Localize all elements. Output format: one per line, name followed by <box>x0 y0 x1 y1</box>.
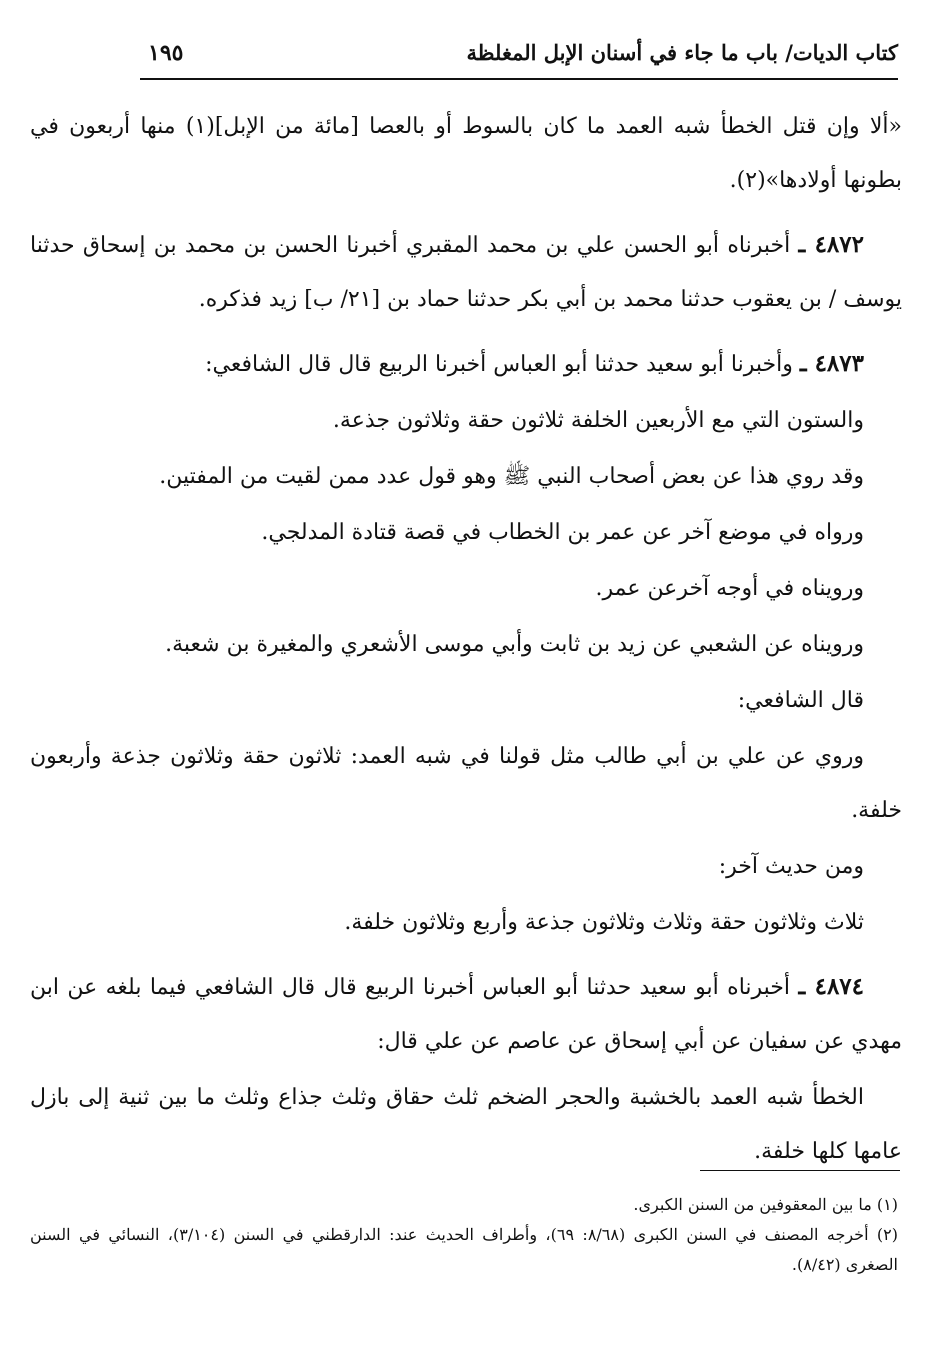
hadith-number: ٤٨٧٢ ـ <box>798 231 864 258</box>
page-number: ١٩٥ <box>148 40 184 66</box>
paragraph <box>30 100 902 208</box>
paragraph <box>30 562 902 616</box>
footnote-text: أخرجه المصنف في السنن الكبرى (٨/٦٨: ٦٩)، وأطراف الحديث عند: الدارقطني في السنن (٣/١٠٤)، النسائي في السنن الصغرى (٨/٤٢). <box>30 1225 898 1274</box>
paragraph-text: ورويناه عن الشعبي عن زيد بن ثابت وأبي موسى الأشعري والمغيرة بن شعبة. <box>165 632 864 657</box>
paragraph-text: ورواه في موضع آخر عن عمر بن الخطاب في قصة قتادة المدلجي. <box>261 520 864 545</box>
hadith-paragraph <box>30 960 902 1069</box>
paragraph-text: أخبرناه أبو الحسن علي بن محمد المقبري أخبرنا الحسن بن محمد بن إسحاق حدثنا يوسف / بن يعقوب حدثنا محمد بن أبي بكر حدثنا حماد بن [٢١/ ب] زيد فذكره. <box>30 233 902 312</box>
paragraph-text: ورويناه في أوجه آخرعن عمر. <box>595 576 864 601</box>
paragraph <box>30 394 902 448</box>
paragraph <box>30 840 902 894</box>
paragraph <box>30 1071 902 1179</box>
paragraph-text: «ألا وإن قتل الخطأ شبه العمد ما كان بالسوط أو بالعصا [مائة من الإبل](١) منها أربعون في بطونها أولادها»(٢). <box>30 114 902 193</box>
hadith-number: ٤٨٧٣ ـ <box>799 350 864 377</box>
footnote-divider <box>700 1170 900 1171</box>
paragraph-text: وأخبرنا أبو سعيد حدثنا أبو العباس أخبرنا الربيع قال قال الشافعي: <box>205 352 793 377</box>
running-title: كتاب الديات/ باب ما جاء في أسنان الإبل المغلظة <box>466 40 898 65</box>
paragraph <box>30 618 902 672</box>
hadith-paragraph <box>30 337 902 392</box>
paragraph-text: ثلاث وثلاثون حقة وثلاث وثلاثون جذعة وأربع وثلاثون خلفة. <box>344 910 864 935</box>
paragraph-text: وروي عن علي بن أبي طالب مثل قولنا في شبه العمد: ثلاثون حقة وثلاثون جذعة وأربعون خلفة. <box>30 744 902 823</box>
paragraph-text: والستون التي مع الأربعين الخلفة ثلاثون حقة وثلاثون جذعة. <box>332 408 864 433</box>
paragraph <box>30 896 902 950</box>
paragraph <box>30 450 902 504</box>
footnote-mark: (٢) <box>876 1225 898 1244</box>
paragraph-text: قال الشافعي: <box>737 688 864 713</box>
paragraph-text: أخبرناه أبو سعيد حدثنا أبو العباس أخبرنا الربيع قال قال الشافعي فيما بلغه عن ابن مهدي عن سفيان عن أبي إسحاق عن عاصم عن علي قال: <box>30 975 902 1054</box>
hadith-number: ٤٨٧٤ ـ <box>798 973 865 1000</box>
footnote <box>30 1220 898 1280</box>
footnote-mark: (١) <box>876 1195 898 1214</box>
footnotes <box>30 1190 898 1280</box>
paragraph-text: وقد روي هذا عن بعض أصحاب النبي ﷺ وهو قول عدد ممن لقيت من المفتين. <box>159 464 864 489</box>
paragraph <box>30 674 902 728</box>
main-text <box>30 100 902 1181</box>
footnote <box>30 1190 898 1220</box>
hadith-paragraph <box>30 218 902 327</box>
paragraph-text: الخطأ شبه العمد بالخشبة والحجر الضخم ثلث حقاق وثلث جذاع وثلث ما بين ثنية إلى بازل عامها كلها خلفة. <box>30 1085 902 1164</box>
footnote-text: ما بين المعقوفين من السنن الكبرى. <box>633 1195 872 1214</box>
paragraph-text: ومن حديث آخر: <box>718 854 864 879</box>
paragraph <box>30 730 902 838</box>
page-header <box>140 34 898 80</box>
paragraph <box>30 506 902 560</box>
